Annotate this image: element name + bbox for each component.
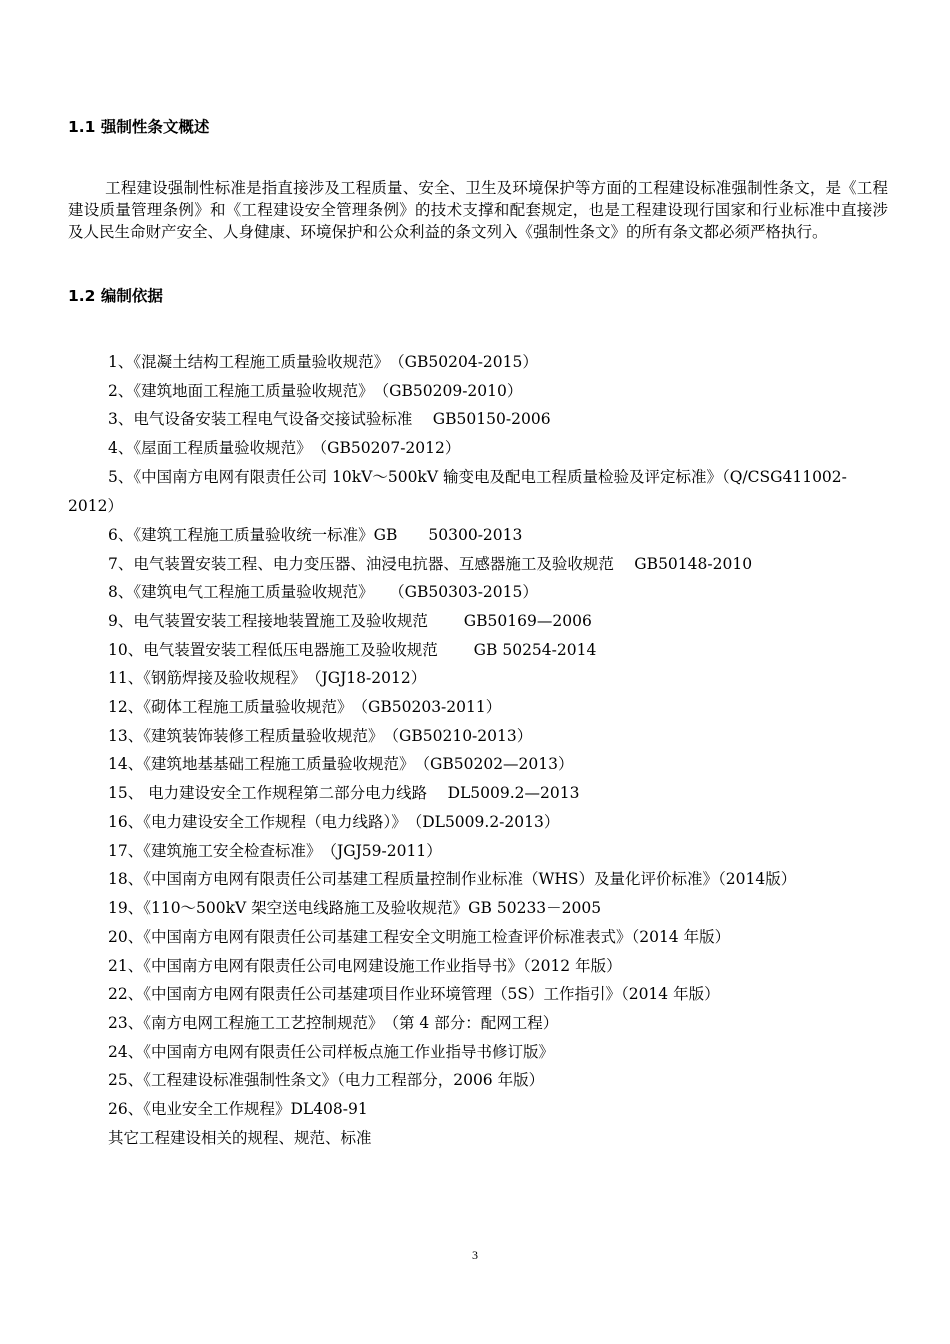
list-item-text: 18、《中国南方电网有限责任公司基建工程质量控制作业标准（WHS）及量化评价标准》（2014版）: [108, 870, 797, 889]
list-item: 26、《电业安全工作规程》DL408-91: [108, 1100, 368, 1119]
list-item: 24、《中国南方电网有限责任公司样板点施工作业指导书修订版》: [108, 1042, 554, 1061]
list-item: 16、《电力建设安全工作规程（电力线路）》 （DL5009.2-2013）: [108, 812, 560, 831]
list-item: 23、《南方电网工程施工工艺控制规范》 （第 4 部分：配网工程）: [108, 1014, 559, 1033]
list-item: 10、电气装置安装工程低压电器施工及验收规范 GB 50254-2014: [108, 640, 597, 659]
list-item: 12、《砌体工程施工质量验收规范》 （GB50203-2011）: [108, 698, 502, 717]
list-item: 19、《110～500kV 架空送电线路施工及验收规范》GB 50233－2005: [108, 899, 602, 918]
page-number: 3: [472, 1248, 478, 1262]
list-item: 17、《建筑施工安全检查标准》 （JGJ59-2011）: [108, 841, 442, 860]
list-item: 25、《工程建设标准强制性条文》（电力工程部分，2006 年版）: [108, 1071, 545, 1090]
list-item: 8、《建筑电气工程施工质量验收规范》 （GB50303-2015）: [108, 583, 538, 602]
section-1-1-paragraph: [68, 178, 888, 243]
list-item: 9、电气装置安装工程接地装置施工及验收规范 GB50169—2006: [108, 611, 592, 630]
list-item-wrapped: [68, 463, 888, 521]
list-item: 7、电气装置安装工程、电力变压器、油浸电抗器、互感器施工及验收规范 GB50148-2010: [108, 554, 753, 573]
section-heading-1-2: 1.2 编制依据: [68, 287, 163, 305]
list-item-text: 5、《中国南方电网有限责任公司 10kV～500kV 输变电及配电工程质量检验及评定标准》（Q/CSG411002-2012）: [68, 467, 847, 515]
list-item: 15、 电力建设安全工作规程第二部分电力线路 DL5009.2—2013: [108, 784, 580, 803]
section-heading-1-1: 1.1 强制性条文概述: [68, 118, 210, 136]
list-item: 4、《屋面工程质量验收规范》 （GB50207-2012）: [108, 439, 461, 458]
list-item: 11、《钢筋焊接及验收规程》 （JGJ18-2012）: [108, 669, 427, 688]
basis-list: [68, 348, 888, 1153]
list-item: 2、《建筑地面工程施工质量验收规范》 （GB50209-2010）: [108, 381, 523, 400]
list-item: 13、《建筑装饰装修工程质量验收规范》 （GB50210-2013）: [108, 726, 533, 745]
list-item-wrapped: [68, 865, 888, 894]
list-item: 6、《建筑工程施工质量验收统一标准》GB 50300-2013: [108, 525, 523, 544]
list-item: 1、《混凝土结构工程施工质量验收规范》 （GB50204-2015）: [108, 353, 538, 371]
list-item: 22、《中国南方电网有限责任公司基建项目作业环境管理（5S）工作指引》（2014 年版）: [108, 985, 720, 1004]
list-item: 20、《中国南方电网有限责任公司基建工程安全文明施工检查评价标准表式》（2014 年版）: [108, 927, 731, 946]
list-item: 14、《建筑地基基础工程施工质量验收规范》 （GB50202—2013）: [108, 755, 574, 774]
list-item: 3、电气设备安装工程电气设备交接试验标准 GB50150-2006: [108, 410, 551, 429]
list-item: 21、《中国南方电网有限责任公司电网建设施工作业指导书》（2012 年版）: [108, 956, 622, 975]
list-item: 其它工程建设相关的规程、规范、标准: [108, 1128, 372, 1147]
section-1-1-text: 工程建设强制性标准是指直接涉及工程质量、安全、卫生及环境保护等方面的工程建设标准强制性条文，是《工程建设质量管理条例》和《工程建设安全管理条例》的技术支撑和配套规定，也是工程建设现行国家和行业标准中直接涉及人民生命财产安全、人身健康、环境保护和公众利益的条文列入《强制性条文》的所有条文都必须严格执行。: [68, 179, 888, 241]
